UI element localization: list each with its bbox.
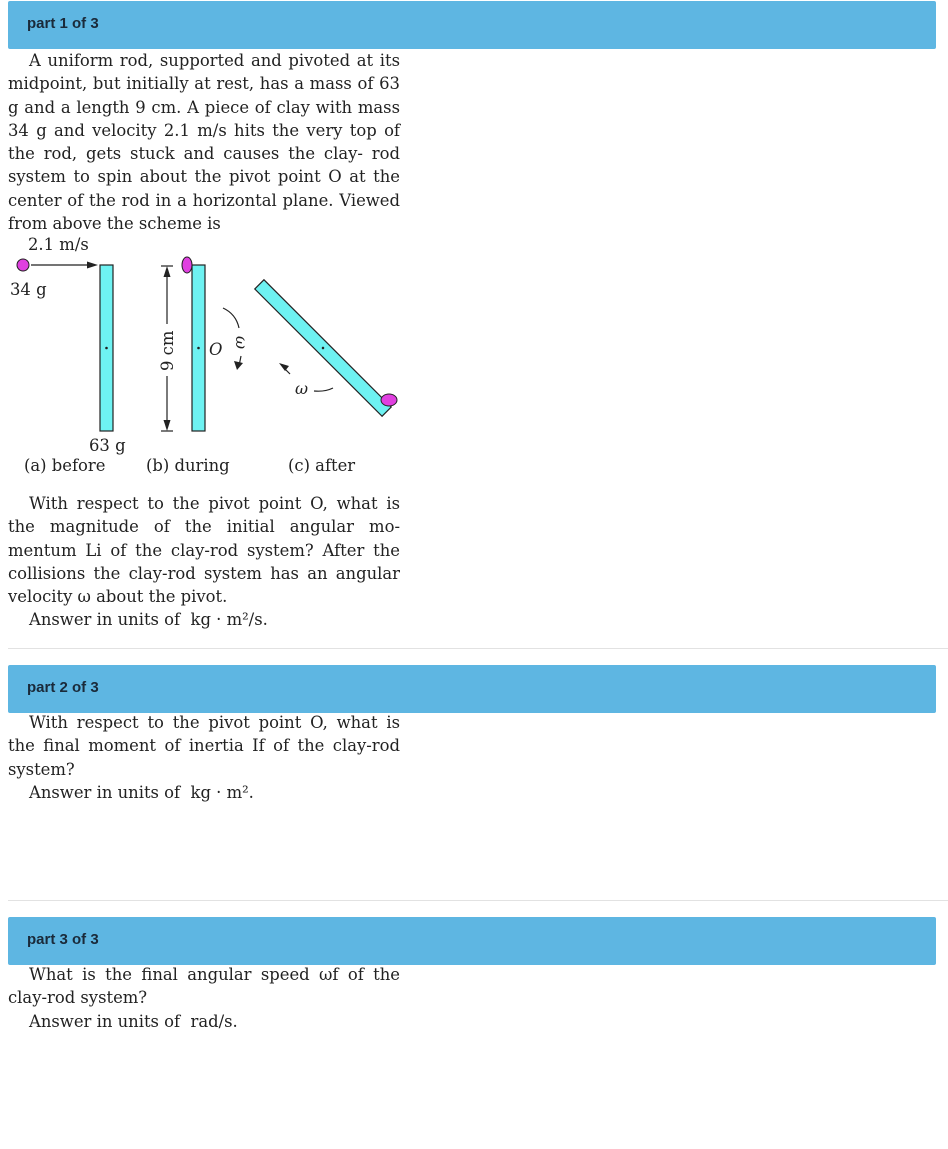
part-1-question-text: A uniform rod, supported and pivoted at its midpoint, but initially at rest, has a mass of 63 g and a length 9 cm. A piece of clay with mass 34 g and velocity 2.1 m/s hits the very top of the rod, gets stuck and causes the clay- rod system to spin about the pivot point O at the center of the rod in a horizontal plane. Viewed from above the scheme is (8, 51, 400, 234)
length-arrowhead-down (164, 420, 171, 431)
part-3-question (8, 963, 400, 1033)
omega-label-during: ω (232, 336, 251, 350)
part-1-followup-text: With respect to the pivot point O, what is the magnitude of the initial angular mo- mentum Li of the clay-rod system? After the collisions the clay-rod system has an angular velocity ω about the pivot. (8, 494, 400, 607)
velocity-arrowhead (87, 262, 98, 269)
length-label: 9 cm (158, 330, 177, 371)
part-1-question (8, 49, 400, 235)
caption-after: (c) after (288, 456, 356, 475)
clay-ball-during (182, 257, 192, 273)
caption-during: (b) during (146, 456, 230, 475)
divider-2 (8, 900, 948, 901)
omega-arc-during (223, 308, 239, 328)
velocity-label: 2.1 m/s (28, 235, 89, 254)
part-2-question-text: With respect to the pivot point O, what is the final moment of inertia If of the clay-rod system? (8, 713, 400, 779)
rod-collision-figure (0, 228, 420, 484)
clay-ball-after (381, 394, 397, 406)
part-2-header: part 2 of 3 (8, 665, 936, 713)
omega-arc-after (314, 388, 333, 391)
part-2-answer-units: Answer in units of kg · m². (29, 782, 254, 802)
part-1-followup (8, 492, 400, 632)
part-1-header: part 1 of 3 (8, 1, 936, 49)
part-3-question-text: What is the final angular speed ωf of the clay-rod system? (8, 965, 400, 1008)
rod-after-group (255, 280, 391, 416)
part-3-answer-units: Answer in units of rad/s. (29, 1011, 238, 1031)
clay-mass-label: 34 g (10, 280, 47, 299)
part-3-header: part 3 of 3 (8, 917, 936, 965)
length-arrowhead-up (164, 266, 171, 277)
clay-ball-before (17, 259, 29, 271)
caption-before: (a) before (24, 456, 106, 475)
omega-arrowhead-after (279, 363, 289, 371)
pivot-label: O (209, 340, 223, 359)
omega-arrowhead-during (234, 361, 243, 370)
divider-1 (8, 648, 948, 649)
pivot-before (105, 347, 108, 350)
part-1-answer-units: Answer in units of kg · m²/s. (29, 610, 268, 630)
part-2-question (8, 711, 400, 804)
omega-label-after: ω (295, 379, 309, 398)
rod-mass-label: 63 g (89, 436, 126, 455)
pivot-during (197, 347, 200, 350)
